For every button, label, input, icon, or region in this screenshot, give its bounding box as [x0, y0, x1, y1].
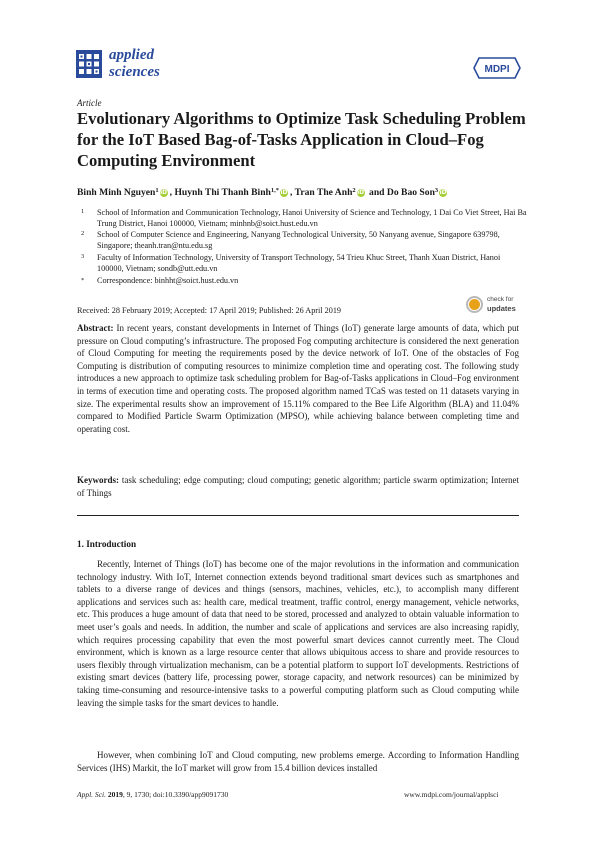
check-updates-icon-center — [469, 299, 480, 310]
body-paragraph: Recently, Internet of Things (IoT) has become one of the major revolutions in the information and communication technology industry. With IoT, Internet connection extends beyond traditional smart devices such as smartphones and tablets to a diverse range of devices and things (sensors, machines, vehicles, etc.), to accomplish many different applications and services such as: health care, medical treatment, traffic control, energy management, vehicle networks, etc. This produces a huge amount of data that need to be stored, processed and analyzed to obtain valuable information to meet user’s goals and needs. In addition, the number and scale of applications and services are also increasing rapidly, which requires processing capability that even the most powerful smart devices cannot currently meet. The Cloud environment, which is known as a large resource center that allows ubiquitous access to share and provide resources to users flexibly through virtualization mechanism, can be a potential platform to support IoT developments. Restrictions of existing smart devices (battery life, processing power, storage capacity, and network resources) can be minimized by taking time-consuming and resource-intensive tasks to a powerful computing platform such as Cloud computing while leaving the simple tasks for the smart devices to handle. — [77, 559, 519, 708]
citation-footer — [77, 790, 228, 799]
orcid-icon[interactable]: iD — [439, 189, 447, 196]
author-name[interactable]: Huynh Thi Thanh Binh — [174, 187, 271, 198]
section-divider — [77, 515, 519, 516]
author-name[interactable]: Tran The Anh — [294, 187, 353, 198]
paper-title: Evolutionary Algorithms to Optimize Task Scheduling Problem for the IoT Based Bag-of-Tasks Application in Cloud–Fog Computing Environment — [77, 109, 526, 170]
publication-dates: Received: 28 February 2019; Accepted: 17 April 2019; Published: 26 April 2019 — [77, 306, 342, 315]
author-affiliation-mark: 2 — [352, 187, 356, 194]
affiliation-text: Faculty of Information Technology, University of Transport Technology, 54 Trieu Khuc Street, Thanh Xuan District, Hanoi 100000, Vietnam; sondb@utt.edu.vn — [97, 253, 501, 273]
keywords-text: task scheduling; edge computing; cloud computing; genetic algorithm; particle swarm optimization; Internet of Things — [77, 475, 520, 498]
journal-name-line1: applied — [109, 47, 154, 63]
journal-logo-icon — [76, 50, 102, 78]
mdpi-logo-icon — [473, 57, 521, 79]
affiliation-text: School of Computer Science and Engineering, Nanyang Technological University, 50 Nanyang avenue, Singapore 639798, Singapore; theanh.tran@ntu.edu.sg — [97, 230, 500, 250]
affiliation-number: 2 — [81, 230, 85, 237]
keywords — [77, 474, 519, 499]
check-updates-line1: check for — [487, 296, 514, 303]
svg-text:MDPI: MDPI — [484, 64, 510, 75]
section-heading: 1. Introduction — [77, 539, 137, 549]
author-affiliation-mark: 1,* — [270, 187, 280, 194]
check-updates-badge[interactable] — [466, 294, 526, 318]
journal-name — [109, 47, 160, 81]
article-type: Article — [77, 98, 102, 108]
abstract-text: In recent years, constant developments in Internet of Things (IoT) generate large amounts of data, which put pressure on Cloud computing’s infrastructure. The proposed Fog computing architecture is considered the next generation of Cloud Computing for meeting the requirements posed by the device network of IoT. One of the obstacles of Fog Computing is distribution of computing resources to minimize completion time and operating cost. The following study introduces a new approach to optimize task scheduling problem for Bag-of-Tasks applications in Cloud–Fog environment in terms of execution time and operating costs. The proposed algorithm named TCaS was tested on 11 datasets varying in size. The experimental results show an improvement of 15.11% compared to the Bee Life Algorithm (BLA) and 11.04% compared to Modified Particle Swarm Optimization (MPSO), while achieving balance between completing time and operating cost. — [77, 323, 519, 434]
journal-name-line2: sciences — [109, 64, 160, 80]
journal-url[interactable]: www.mdpi.com/journal/applsci — [404, 790, 499, 799]
author-affiliation-mark: 3 — [434, 187, 439, 194]
citation-details: , 9, 1730; doi:10.3390/app9091730 — [122, 790, 229, 799]
affiliation-text: School of Information and Communication Technology, Hanoi University of Science and Technology, 1 Dai Co Viet Street, Hai Ba Trung District, Hanoi 100000, Vietnam; minhnb@soict.hust.edu.vn — [97, 208, 527, 228]
author-affiliation-mark: 1 — [155, 187, 159, 194]
orcid-icon[interactable]: iD — [280, 189, 288, 196]
orcid-icon[interactable]: iD — [160, 189, 168, 196]
author-name[interactable]: Binh Minh Nguyen — [77, 187, 156, 198]
body-paragraph: However, when combining IoT and Cloud computing, new problems emerge. According to Information Handling Services (IHS) Markit, the IoT market will grow from 15.4 billion devices installed — [77, 750, 519, 773]
affiliation-number: 1 — [81, 208, 85, 215]
correspondence-mark: * — [81, 277, 85, 284]
affiliation-number: 3 — [81, 253, 85, 260]
journal-abbrev: Appl. Sci. — [77, 790, 106, 799]
abstract-label: Abstract: — [77, 323, 114, 333]
author-list: Binh Minh Nguyen$^1$iD , Huynh Thi Thanh Binh$^{1,*}$iD , Tran The Anh$^2$iD and Do Bao Son$^3$iD — [77, 187, 447, 198]
keywords-label: Keywords: — [77, 475, 119, 485]
author-name[interactable]: Do Bao Son — [386, 187, 435, 198]
orcid-icon[interactable]: iD — [357, 189, 365, 196]
correspondence-text: Correspondence: binhht@soict.hust.edu.vn — [97, 276, 239, 285]
check-updates-line2: updates — [487, 304, 516, 313]
abstract — [77, 322, 519, 435]
citation-year: 2019 — [107, 790, 123, 799]
